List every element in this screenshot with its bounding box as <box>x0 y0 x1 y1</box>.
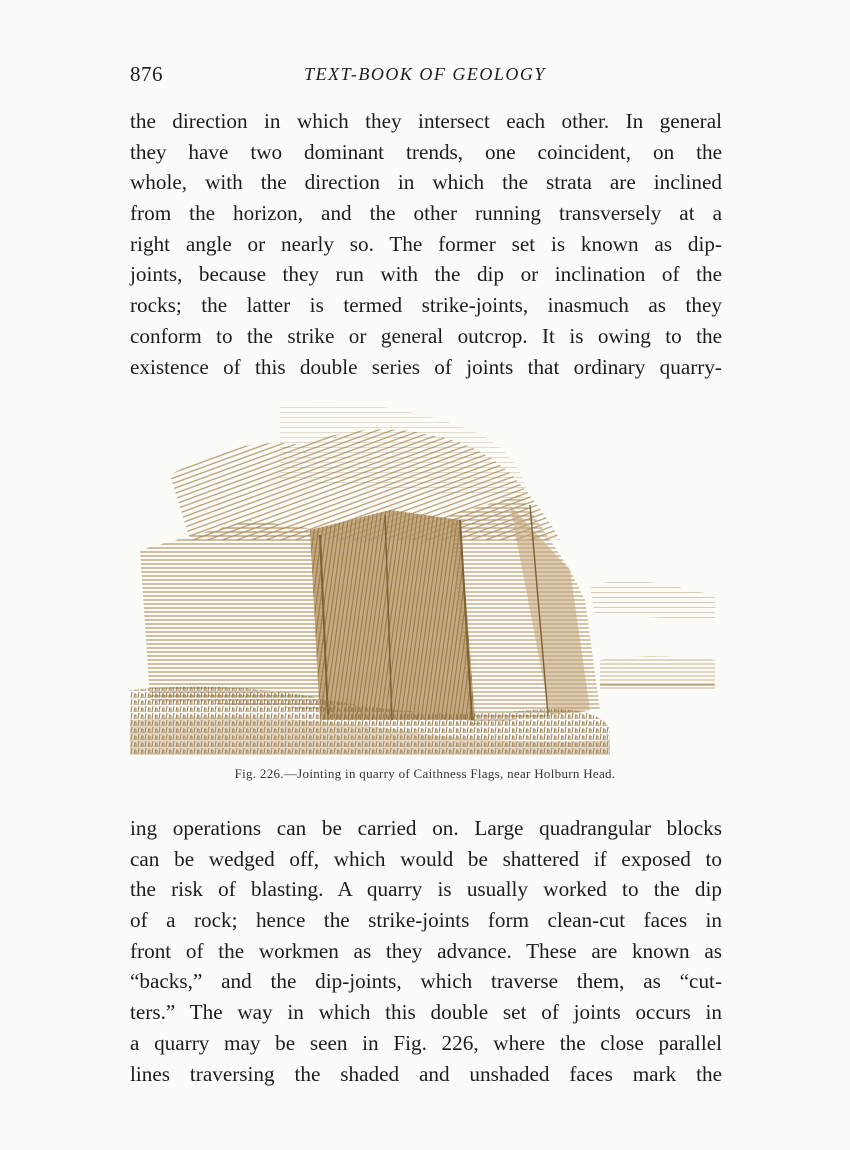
text-line: joints, because they run with the dip or inclination of the <box>130 262 722 287</box>
text-line: whole, with the direction in which the strata are inclined <box>130 170 722 195</box>
paragraph-1 <box>130 106 722 382</box>
text-line: lines traversing the shaded and unshaded faces mark the <box>130 1061 722 1086</box>
figure-quarry-illustration <box>130 390 715 760</box>
text-line: conform to the strike or general outcrop. It is owing to the <box>130 323 722 348</box>
page-number: 876 <box>130 62 163 86</box>
text-line: the risk of blasting. A quarry is usually worked to the dip <box>130 877 722 902</box>
text-line: from the horizon, and the other running transversely at a <box>130 201 722 226</box>
text-line: “backs,” and the dip-joints, which traverse them, as “cut- <box>130 969 722 994</box>
running-head: TEXT-BOOK OF GEOLOGY <box>304 64 546 84</box>
text-line: they have two dominant trends, one coincident, on the <box>130 139 722 164</box>
quarry-engraving-image <box>130 390 715 760</box>
paragraph-2 <box>130 813 722 1089</box>
text-line: the direction in which they intersect each other. In general <box>130 109 722 133</box>
text-line: front of the workmen as they advance. These are known as <box>130 938 722 963</box>
text-line: of a rock; hence the strike-joints form clean-cut faces in <box>130 908 722 933</box>
figure-caption: Fig. 226.—Jointing in quarry of Caithness Flags, near Holburn Head. <box>234 766 616 781</box>
text-line: right angle or nearly so. The former set is known as dip- <box>130 231 722 256</box>
text-line: ing operations can be carried on. Large quadrangular blocks <box>130 816 722 840</box>
text-line: ters.” The way in which this double set of joints occurs in <box>130 1000 722 1025</box>
page-header <box>130 62 720 90</box>
text-line: can be wedged off, which would be shattered if exposed to <box>130 846 722 871</box>
text-line: existence of this double series of joints that ordinary quarry- <box>130 354 722 379</box>
text-line: rocks; the latter is termed strike-joints, inasmuch as they <box>130 293 722 318</box>
text-line: a quarry may be seen in Fig. 226, where the close parallel <box>130 1030 722 1055</box>
